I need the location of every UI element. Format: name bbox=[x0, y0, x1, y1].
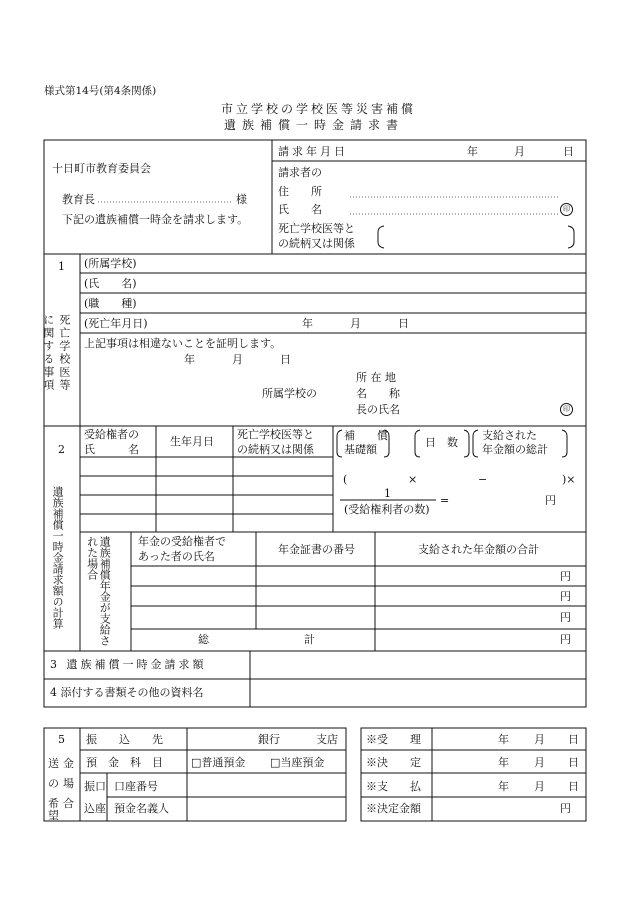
received-day: 日 bbox=[568, 733, 579, 746]
form-number: 様式第14号(第4条関係) bbox=[44, 85, 157, 97]
certify-day: 日 bbox=[280, 353, 291, 366]
account-label-2: 込座 bbox=[84, 802, 106, 815]
pension-yen-1: 円 bbox=[560, 570, 571, 583]
birth-date-header: 生年月日 bbox=[170, 435, 214, 448]
pension-yen-3: 円 bbox=[560, 611, 571, 624]
relation-header-1: 死亡学校医等と bbox=[237, 428, 314, 441]
section1-side-label-col2: に関する事項 bbox=[41, 314, 55, 392]
beneficiary-header-2: 氏 名 bbox=[84, 443, 139, 456]
received-month: 月 bbox=[534, 733, 545, 746]
school-of-label: 所属学校の bbox=[262, 387, 317, 400]
total-yen: 円 bbox=[560, 633, 571, 646]
section1-number: 1 bbox=[58, 260, 65, 273]
transfer-to-label: 振 込 先 bbox=[86, 733, 163, 746]
certify-text: 上記事項は相違ないことを証明します。 bbox=[84, 337, 282, 350]
current-deposit-checkbox[interactable]: □当座預金 bbox=[270, 756, 325, 769]
formula-times: × bbox=[408, 473, 418, 486]
addressee: 十日町市教育委員会 bbox=[52, 162, 151, 175]
section3-label: 3 遺族補償一時金請求額 bbox=[50, 658, 207, 671]
deposit-type-label: 預 金 科 目 bbox=[86, 756, 163, 769]
deceased-name-label: (氏 名) bbox=[84, 277, 137, 290]
certify-month: 月 bbox=[232, 353, 243, 366]
request-date-label: 請求年月日 bbox=[278, 145, 348, 158]
total-label: 総 bbox=[198, 633, 209, 646]
account-holder-label: 預金名義人 bbox=[114, 802, 169, 815]
ordinary-deposit-checkbox[interactable]: □普通預金 bbox=[191, 756, 246, 769]
decided-year: 年 bbox=[498, 756, 509, 769]
account-number-label: 口座番号 bbox=[114, 780, 158, 793]
decided-day: 日 bbox=[568, 756, 579, 769]
office-received-label: ※受 理 bbox=[366, 733, 421, 746]
paid-day: 日 bbox=[568, 780, 579, 793]
received-year: 年 bbox=[498, 733, 509, 746]
school-label: (所属学校) bbox=[84, 257, 137, 270]
formula-equals: = bbox=[440, 494, 450, 507]
section4-label: 4 添付する書類その他の資料名 bbox=[50, 686, 204, 699]
total-paid-label-1: 支給された bbox=[482, 429, 537, 442]
account-label-1: 振口 bbox=[84, 780, 106, 793]
death-date-label: (死亡年月日) bbox=[84, 317, 148, 330]
claimant-address-label: 住 所 bbox=[278, 185, 322, 198]
form-title-line2: 遺族補償一時金請求書 bbox=[224, 118, 405, 132]
job-type-label: (職 種) bbox=[84, 297, 137, 310]
decided-month: 月 bbox=[534, 756, 545, 769]
form-title-line1: 市立学校の学校医等災害補償 bbox=[221, 102, 417, 116]
formula-minus: − bbox=[478, 473, 488, 486]
paid-year: 年 bbox=[498, 780, 509, 793]
formula-numerator: 1 bbox=[384, 487, 391, 500]
pension-name-header-2: あった者の氏名 bbox=[138, 550, 215, 563]
claimant-label: 請求者の bbox=[278, 166, 322, 179]
death-year: 年 bbox=[302, 317, 313, 330]
office-decided-label: ※決 定 bbox=[366, 756, 421, 769]
claimant-name-label: 氏 名 bbox=[278, 203, 322, 216]
section2-side-label: 遺族補償一時金請求額の計算 bbox=[51, 486, 65, 629]
relation-label-1: 死亡学校医等と bbox=[278, 222, 355, 235]
honorific: 様 bbox=[236, 193, 247, 206]
bank-label: 銀行 bbox=[258, 733, 280, 746]
decided-amount-yen: 円 bbox=[560, 802, 571, 815]
relation-label-2: の続柄又は関係 bbox=[278, 237, 355, 250]
formula-close-times: )× bbox=[562, 473, 576, 486]
section2-number: 2 bbox=[58, 443, 65, 456]
relation-header-2: の続柄又は関係 bbox=[237, 443, 314, 456]
section5-side-2: の場 bbox=[48, 777, 78, 790]
school-location-label: 所 在 地 bbox=[356, 371, 396, 384]
days-label: 日 数 bbox=[425, 436, 458, 449]
section5-side-1: 送金 bbox=[48, 757, 78, 770]
formula-open-paren: ( bbox=[343, 473, 348, 486]
section5-side-4: 望 bbox=[48, 809, 63, 822]
total-label-2: 計 bbox=[304, 633, 315, 646]
request-year: 年 bbox=[467, 145, 478, 158]
branch-label: 支店 bbox=[316, 733, 338, 746]
pension-side-label: 遺族補償年金が支給された場合 bbox=[85, 536, 112, 646]
office-decided-amount-label: ※決定金額 bbox=[366, 802, 421, 815]
office-paid-label: ※支 払 bbox=[366, 780, 421, 793]
section5-side-3: 希合 bbox=[48, 797, 78, 810]
basic-amount-label-2: 基礎額 bbox=[344, 443, 377, 456]
basic-amount-label-1: 補 償 bbox=[344, 429, 388, 442]
school-head-label: 長の氏名 bbox=[356, 403, 400, 416]
request-text: 下記の遺族補償一時金を請求します。 bbox=[62, 213, 249, 226]
school-name-label: 名 称 bbox=[356, 387, 400, 400]
beneficiary-header-1: 受給権者の bbox=[84, 428, 139, 441]
school-head-seal-icon: 印 bbox=[560, 403, 573, 416]
certify-year: 年 bbox=[184, 353, 195, 366]
paid-month: 月 bbox=[534, 780, 545, 793]
section1-side-label-col1: 死亡学校医等 bbox=[57, 314, 71, 392]
request-day: 日 bbox=[563, 145, 574, 158]
formula-divisor: (受給権利者の数) bbox=[344, 503, 430, 516]
pension-cert-header: 年金証書の番号 bbox=[278, 543, 355, 556]
claimant-seal-icon: 印 bbox=[560, 203, 573, 216]
formula-yen: 円 bbox=[545, 494, 556, 507]
section5-number: 5 bbox=[58, 733, 65, 746]
death-month: 月 bbox=[350, 317, 361, 330]
pension-total-header: 支給された年金額の合計 bbox=[418, 543, 539, 556]
pension-name-header-1: 年金の受給権者で bbox=[138, 535, 226, 548]
superintendent-label: 教育長 bbox=[62, 193, 95, 206]
total-paid-label-2: 年金額の総計 bbox=[482, 443, 548, 456]
pension-yen-2: 円 bbox=[560, 590, 571, 603]
request-month: 月 bbox=[514, 145, 525, 158]
death-day: 日 bbox=[398, 317, 409, 330]
